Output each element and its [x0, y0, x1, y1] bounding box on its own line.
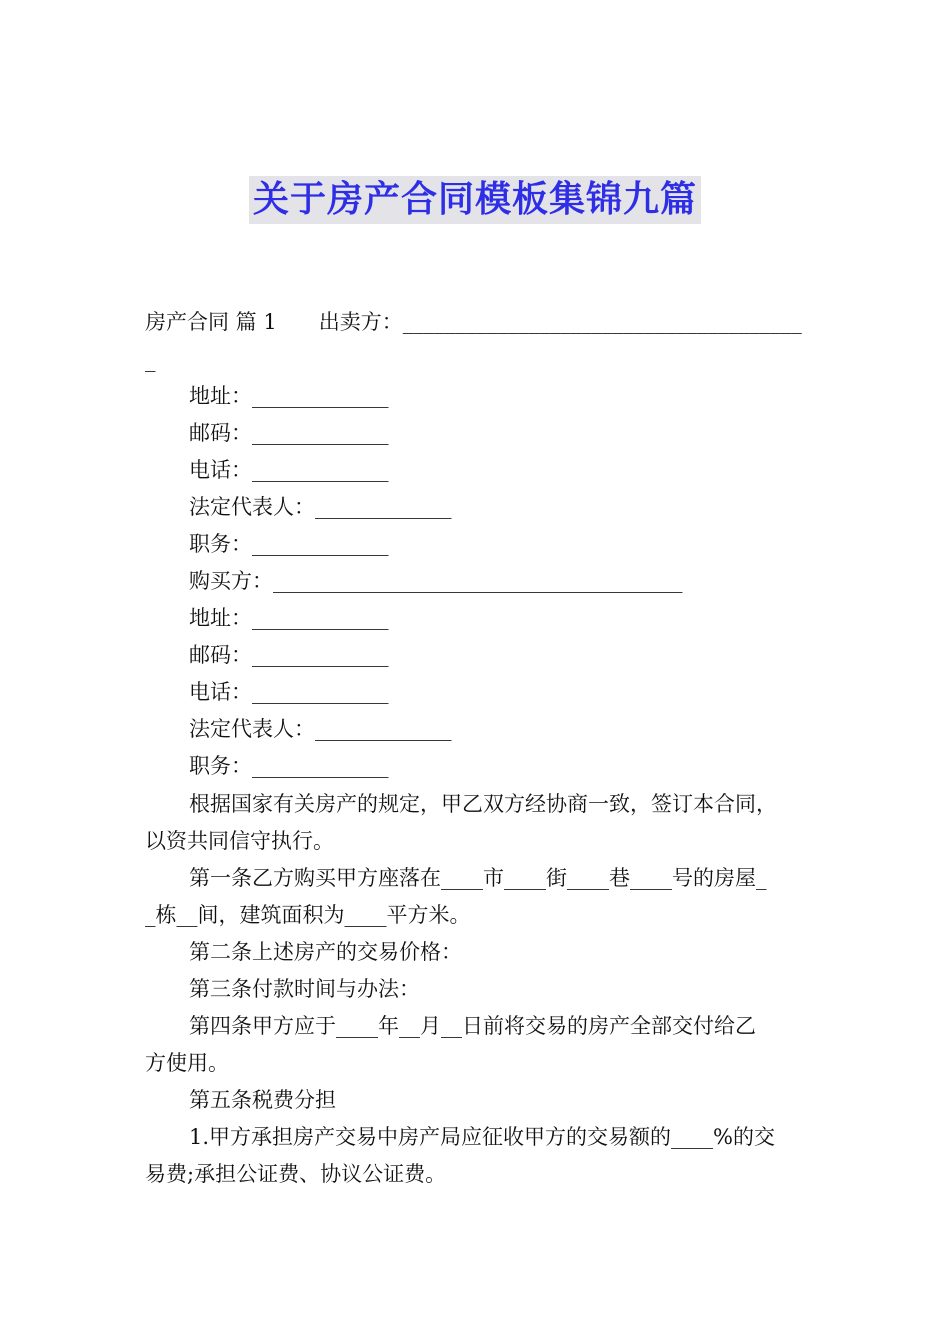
- seller-address-line: 地址：_____________: [189, 384, 389, 408]
- buyer-line: 购买方：_______________________________________: [189, 569, 683, 593]
- article-2-line: 第二条上述房产的交易价格：: [189, 940, 462, 964]
- seller-phone-line: 电话：_____________: [189, 458, 389, 482]
- seller-line-continuation: _: [145, 348, 156, 372]
- article-1-line-1: 第一条乙方购买甲方座落在____市____街____巷____号的房屋_: [189, 866, 767, 890]
- contract-heading-seller-line: 房产合同 篇 1 出卖方：______________________________________: [145, 310, 802, 334]
- buyer-postcode-line: 邮码：_____________: [189, 643, 389, 667]
- article-3-line: 第三条付款时间与办法：: [189, 977, 420, 1001]
- article-5-item-1-line-1: 1.甲方承担房产交易中房产局应征收甲方的交易额的____%的交: [189, 1125, 775, 1149]
- buyer-address-line: 地址：_____________: [189, 606, 389, 630]
- article-4-line-1: 第四条甲方应于____年__月__日前将交易的房产全部交付给乙: [189, 1014, 756, 1038]
- article-5-heading: 第五条税费分担: [189, 1088, 336, 1112]
- article-1-line-2: _栋__间，建筑面积为____平方米。: [145, 903, 471, 927]
- title-wrap: [0, 176, 950, 224]
- preamble-paragraph-line-2: 以资共同信守执行。: [145, 829, 334, 853]
- article-5-item-1-line-2: 易费;承担公证费、协议公证费。: [145, 1162, 447, 1186]
- seller-postcode-line: 邮码：_____________: [189, 421, 389, 445]
- seller-legal-rep-line: 法定代表人：_____________: [189, 495, 452, 519]
- seller-position-line: 职务：_____________: [189, 532, 389, 556]
- article-4-line-2: 方使用。: [145, 1051, 229, 1075]
- buyer-legal-rep-line: 法定代表人：_____________: [189, 717, 452, 741]
- preamble-paragraph-line-1: 根据国家有关房产的规定，甲乙双方经协商一致，签订本合同，: [189, 792, 777, 816]
- buyer-phone-line: 电话：_____________: [189, 680, 389, 704]
- document-title: 关于房产合同模板集锦九篇: [249, 176, 701, 224]
- buyer-position-line: 职务：_____________: [189, 754, 389, 778]
